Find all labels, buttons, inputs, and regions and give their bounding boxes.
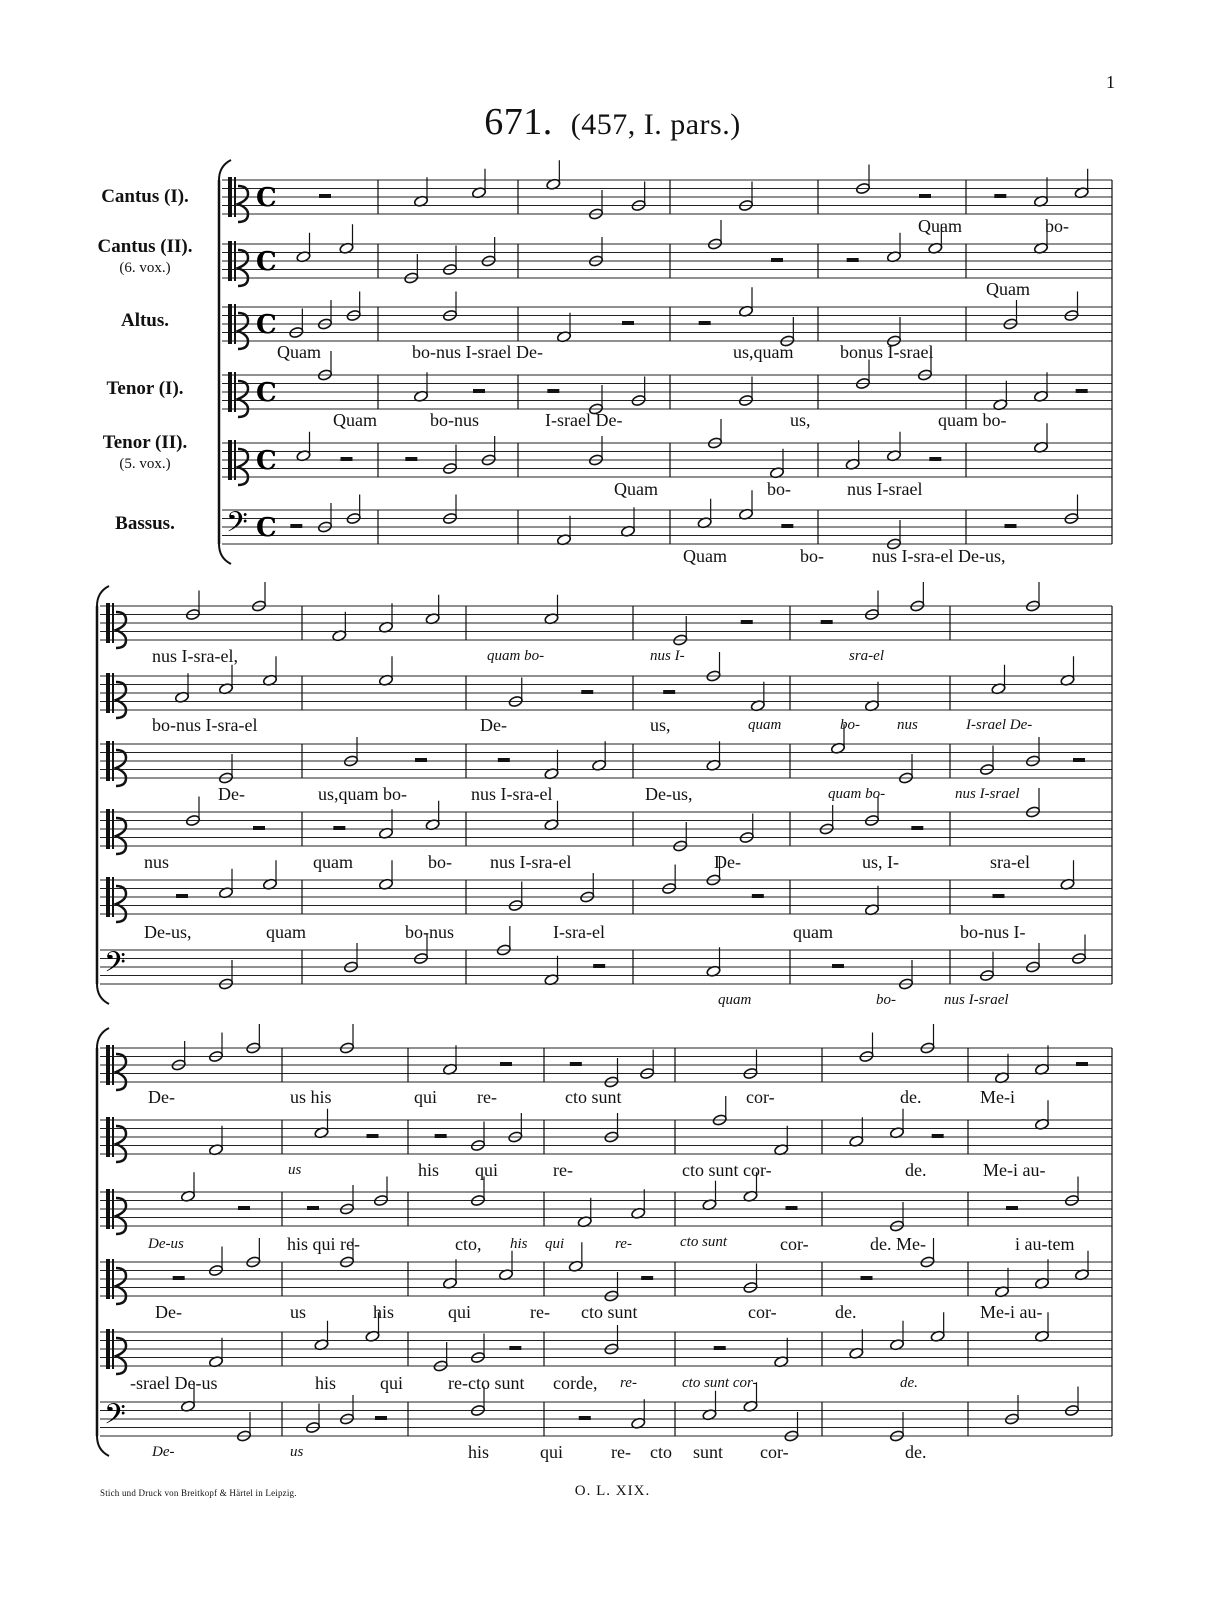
lyric: nus I-srael (955, 786, 1020, 802)
rest-icon (253, 826, 265, 830)
lyric: de. Me- (870, 1234, 926, 1254)
lyric: quam (313, 852, 353, 872)
voice-label-altus: Altus. (120, 310, 170, 331)
rest-icon (509, 1346, 521, 1350)
lyric: us,quam bo- (318, 784, 407, 804)
lyric: re- (530, 1302, 550, 1322)
lyric: re- (615, 1236, 632, 1252)
c-clef-icon (106, 877, 110, 917)
common-time-icon: C (256, 378, 277, 408)
printer-credit: Stich und Druck von Breitkopf & Härtel in Leipzig. (100, 1488, 297, 1498)
rest-icon (847, 258, 859, 262)
rest-icon (238, 1206, 250, 1210)
lyric: nus I-sra-el De-us, (872, 546, 1006, 566)
lyric: Quam (333, 410, 377, 430)
rest-icon (786, 1206, 798, 1210)
lyric: bo- (800, 546, 824, 566)
lyric: bo-nus (430, 410, 479, 430)
c-clef-icon (106, 1045, 110, 1085)
lyric: re- (620, 1375, 637, 1391)
lyric: us (290, 1302, 307, 1322)
lyric: bo- (840, 717, 860, 733)
lyric: nus I-sra-el (490, 852, 572, 872)
lyric: his (418, 1160, 440, 1180)
rest-icon (1076, 389, 1088, 393)
lyric: quam (718, 992, 752, 1008)
rest-icon (581, 690, 593, 694)
lyric: Me-i (980, 1087, 1015, 1107)
lyric: cto sunt cor- (682, 1375, 758, 1391)
rest-icon (498, 758, 510, 762)
lyric: cor- (760, 1442, 789, 1462)
common-time-icon: C (256, 183, 277, 213)
lyric: us, I- (862, 852, 899, 872)
rest-icon (319, 194, 331, 198)
lyric: qui (540, 1442, 564, 1462)
voice-label-tenor-1: Tenor (I). (106, 378, 184, 399)
rest-icon (1005, 524, 1017, 528)
c-clef-icon (234, 372, 236, 412)
lyric: his (373, 1302, 395, 1322)
rest-icon (1073, 758, 1085, 762)
lyric: nus I-srael (847, 479, 923, 499)
c-clef-icon (116, 886, 126, 922)
lyric: bo-nus (405, 922, 454, 942)
lyric: De- (218, 784, 245, 804)
c-clef-icon (106, 1117, 110, 1157)
lyric: qui (545, 1236, 565, 1252)
lyric: -srael De-us (130, 1373, 218, 1393)
lyric: quam bo- (828, 786, 886, 802)
lyric: bonus I-srael (840, 342, 934, 362)
c-clef-icon (106, 603, 110, 643)
c-clef-icon (106, 741, 110, 781)
rest-icon (375, 1416, 387, 1420)
c-clef-icon (112, 1259, 114, 1299)
lyric: De-us (148, 1236, 184, 1252)
c-clef-icon (112, 809, 114, 849)
c-clef-icon (116, 1054, 126, 1090)
lyric: qui (448, 1302, 472, 1322)
c-clef-icon (106, 673, 110, 713)
lyric: bo- (1045, 216, 1069, 236)
lyric: his (510, 1236, 528, 1252)
rest-icon (832, 964, 844, 968)
c-clef-icon (106, 1189, 110, 1229)
lyric: I-srael De- (966, 717, 1033, 733)
rest-icon (333, 826, 345, 830)
c-clef-icon (116, 612, 126, 648)
lyric: cto sunt (581, 1302, 638, 1322)
c-clef-icon (112, 603, 114, 643)
lyric: nus I-sra-el (471, 784, 553, 804)
rest-icon (405, 457, 417, 461)
rest-icon (341, 457, 353, 461)
rest-icon (781, 524, 793, 528)
rest-icon (1006, 1206, 1018, 1210)
lyric: Quam (614, 479, 658, 499)
rest-icon (435, 1134, 447, 1138)
lyric: de. (900, 1375, 918, 1391)
lyric: us, (650, 715, 671, 735)
lyric: cor- (748, 1302, 777, 1322)
c-clef-icon (228, 304, 232, 344)
rest-icon (307, 1206, 319, 1210)
lyric: us (290, 1444, 304, 1460)
c-clef-icon (116, 1338, 126, 1374)
c-clef-icon (234, 304, 236, 344)
c-clef-icon (116, 1198, 126, 1234)
bracket-hook (219, 544, 231, 564)
rest-icon (173, 1276, 185, 1280)
lyric: re- (553, 1160, 573, 1180)
rest-icon (663, 690, 675, 694)
c-clef-icon (228, 241, 232, 281)
lyric: re- (611, 1442, 631, 1462)
lyric: nus I-srael (944, 992, 1009, 1008)
rest-icon (473, 389, 485, 393)
lyric: bo-nus I-sra-el (152, 715, 258, 735)
common-time-icon: C (256, 310, 277, 340)
lyric: us, (790, 410, 811, 430)
rest-icon (1076, 1062, 1088, 1066)
bracket-hook (97, 1436, 109, 1456)
c-clef-icon (106, 1329, 110, 1369)
rest-icon (593, 964, 605, 968)
lyric: bo- (428, 852, 452, 872)
lyric: quam bo- (487, 648, 545, 664)
c-clef-icon (238, 250, 248, 286)
rest-icon (500, 1062, 512, 1066)
rest-icon (919, 194, 931, 198)
lyric: I-srael De- (545, 410, 623, 430)
lyric: cto (650, 1442, 672, 1462)
c-clef-icon (228, 440, 232, 480)
lyric: bo-nus I- (960, 922, 1026, 942)
lyric: his (315, 1373, 337, 1393)
piece-reference: (457, I. pars.) (570, 108, 741, 141)
rest-icon (579, 1416, 591, 1420)
lyric: quam (793, 922, 833, 942)
rest-icon (290, 524, 302, 528)
lyric: quam (266, 922, 306, 942)
rest-icon (771, 258, 783, 262)
c-clef-icon (112, 1189, 114, 1229)
voice-label-bassus: Bassus. (115, 513, 175, 534)
c-clef-icon (116, 750, 126, 786)
c-clef-icon (234, 440, 236, 480)
lyric: Quam (683, 546, 727, 566)
page-number: 1 (1106, 72, 1115, 92)
lyric: Quam (277, 342, 321, 362)
common-time-icon: C (256, 446, 277, 476)
rest-icon (861, 1276, 873, 1280)
lyric: cor- (746, 1087, 775, 1107)
voice-label-tenor-2: Tenor (II). (5. vox.) (102, 432, 188, 472)
lyric: De- (152, 1444, 175, 1460)
rest-icon (714, 1346, 726, 1350)
lyric: qui (380, 1373, 404, 1393)
common-time-icon: C (256, 513, 277, 543)
c-clef-icon (106, 1259, 110, 1299)
lyric: his (468, 1442, 490, 1462)
lyric: us (288, 1162, 302, 1178)
lyric: quam (748, 717, 782, 733)
rest-icon (547, 389, 559, 393)
c-clef-icon (234, 177, 236, 217)
lyric: bo-nus I-srael De- (412, 342, 543, 362)
lyric: de. (905, 1442, 927, 1462)
lyric: nus I- (650, 648, 685, 664)
bracket-hook (97, 984, 109, 1004)
c-clef-icon (112, 1117, 114, 1157)
lyric: us,quam (733, 342, 794, 362)
plate-number: O. L. XIX. (574, 1483, 651, 1499)
voice-label-cantus-2: Cantus (II). (6. vox.) (97, 236, 193, 276)
lyric: de. (835, 1302, 857, 1322)
lyric: qui (414, 1087, 438, 1107)
lyric: Quam (986, 279, 1030, 299)
c-clef-icon (238, 381, 248, 417)
lyric: cor- (780, 1234, 809, 1254)
rest-icon (929, 457, 941, 461)
lyric: bo- (876, 992, 896, 1008)
c-clef-icon (116, 1126, 126, 1162)
lyric: sra-el (990, 852, 1030, 872)
rest-icon (993, 894, 1005, 898)
lyric: Me-i au- (983, 1160, 1046, 1180)
rest-icon (741, 620, 753, 624)
c-clef-icon (112, 741, 114, 781)
lyric: nus (897, 717, 918, 733)
c-clef-icon (228, 177, 232, 217)
lyric: De- (480, 715, 507, 735)
lyric: qui (475, 1160, 499, 1180)
lyric: Quam (918, 216, 962, 236)
c-clef-icon (112, 1329, 114, 1369)
lyric: his qui re- (287, 1234, 360, 1254)
lyric: de. (900, 1087, 922, 1107)
rest-icon (415, 758, 427, 762)
c-clef-icon (112, 877, 114, 917)
c-clef-icon (112, 1045, 114, 1085)
lyric: re- (477, 1087, 497, 1107)
lyric: sra-el (849, 648, 884, 664)
lyric: De-us, (645, 784, 693, 804)
lyric: De-us, (144, 922, 192, 942)
piece-number: 671. (484, 101, 553, 143)
c-clef-icon (238, 449, 248, 485)
rest-icon (622, 321, 634, 325)
lyric: cto sunt (680, 1234, 728, 1250)
rest-icon (641, 1276, 653, 1280)
lyric: cto, (455, 1234, 482, 1254)
lyric: cto sunt (565, 1087, 622, 1107)
c-clef-icon (238, 186, 248, 222)
common-time-icon: C (256, 247, 277, 277)
rest-icon (176, 894, 188, 898)
c-clef-icon (116, 682, 126, 718)
lyric: quam bo- (938, 410, 1007, 430)
c-clef-icon (116, 818, 126, 854)
rest-icon (932, 1134, 944, 1138)
bass-clef-icon: 𝄢 (104, 1398, 126, 1438)
lyric: De- (155, 1302, 182, 1322)
lyric: cto sunt cor- (682, 1160, 772, 1180)
lyric: sunt (693, 1442, 724, 1462)
lyric: Me-i au- (980, 1302, 1043, 1322)
lyric: I-sra-el (553, 922, 605, 942)
c-clef-icon (106, 809, 110, 849)
c-clef-icon (234, 241, 236, 281)
lyric: re-cto sunt (448, 1373, 525, 1393)
rest-icon (570, 1062, 582, 1066)
rest-icon (911, 826, 923, 830)
bass-clef-icon: 𝄢 (104, 946, 126, 986)
lyric: De- (148, 1087, 175, 1107)
c-clef-icon (238, 313, 248, 349)
rest-icon (821, 620, 833, 624)
lyric: nus (144, 852, 170, 872)
voice-label-cantus-1: Cantus (I). (101, 186, 189, 207)
lyric: de. (905, 1160, 927, 1180)
c-clef-icon (112, 673, 114, 713)
rest-icon (367, 1134, 379, 1138)
c-clef-icon (228, 372, 232, 412)
lyric: corde, (553, 1373, 598, 1393)
rest-icon (699, 321, 711, 325)
lyric: bo- (767, 479, 791, 499)
rest-icon (752, 894, 764, 898)
lyric: nus I-sra-el, (152, 646, 238, 666)
c-clef-icon (116, 1268, 126, 1304)
lyric: us his (290, 1087, 332, 1107)
bass-clef-icon: 𝄢 (226, 506, 248, 546)
lyric: i au-tem (1015, 1234, 1075, 1254)
rest-icon (994, 194, 1006, 198)
lyric: De- (714, 852, 741, 872)
